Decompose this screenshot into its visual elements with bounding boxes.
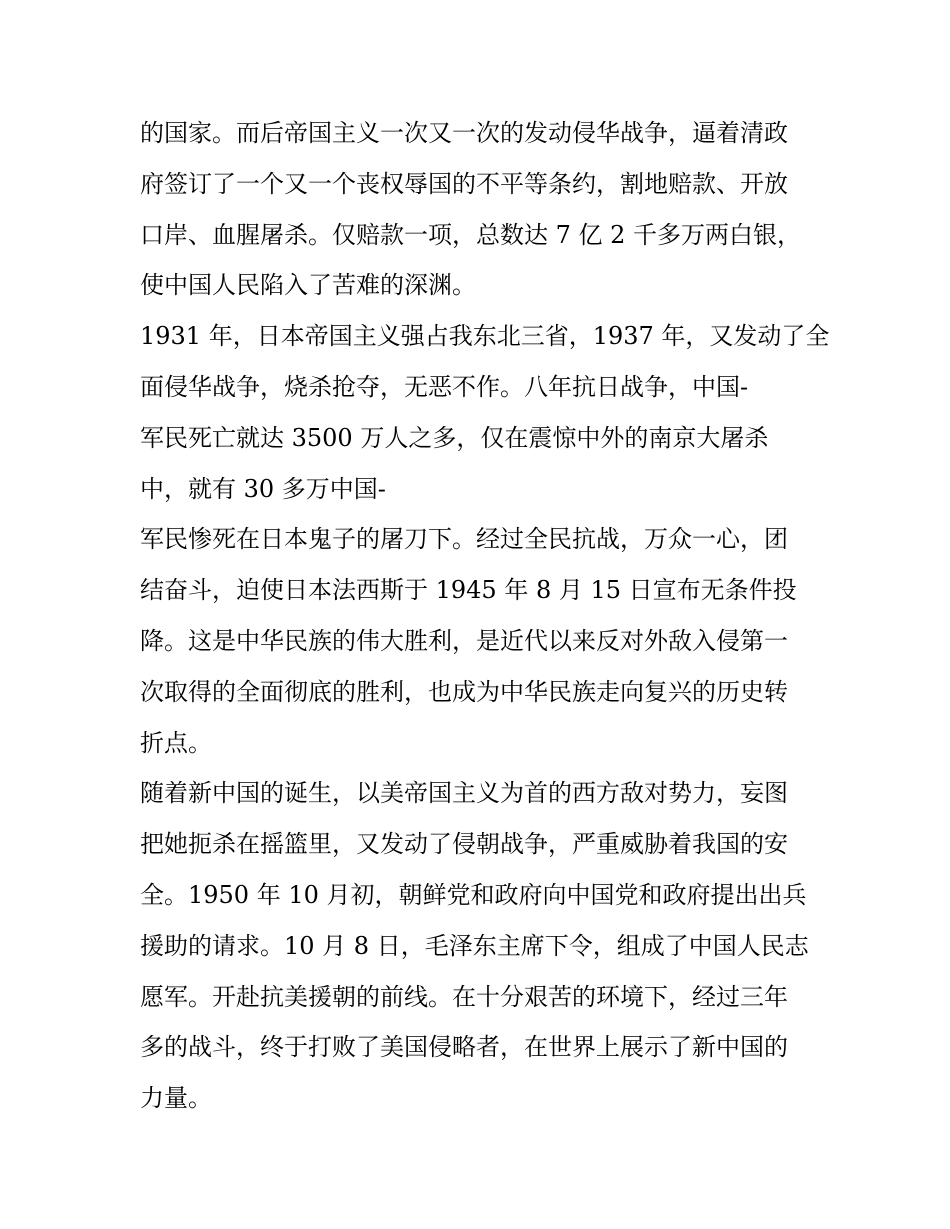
text-line: 随着新中国的诞生，以美帝国主义为首的西方敌对势力，妄图 <box>140 779 788 808</box>
text-line: 把她扼杀在摇篮里，又发动了侵朝战争，严重威胁着我国的安 <box>140 830 788 859</box>
text-line: 结奋斗，迫使日本法西斯于 1945 年 8 月 15 日宣布无条件投 <box>140 576 797 605</box>
text-line: 口岸、血腥屠杀。仅赔款一项，总数达 7 亿 2 千多万两白银， <box>140 220 802 249</box>
text-line: 的国家。而后帝国主义一次又一次的发动侵华战争，逼着清政 <box>140 119 788 147</box>
text-line: 多的战斗，终于打败了美国侵略者，在世界上展示了新中国的 <box>140 1033 788 1062</box>
text-line: 次取得的全面彻底的胜利，也成为中华民族走向复兴的历史转 <box>140 677 788 706</box>
text-line: 1931 年，日本帝国主义强占我东北三省，1937 年，又发动了全 <box>140 322 830 351</box>
text-line: 降。这是中华民族的伟大胜利，是近代以来反对外敌入侵第一 <box>140 626 788 655</box>
text-line: 援助的请求。10 月 8 日，毛泽东主席下令，组成了中国人民志 <box>140 931 809 960</box>
body-text <box>140 108 840 1124</box>
text-line: 军民死亡就达 3500 万人之多，仅在震惊中外的南京大屠杀 <box>140 423 769 452</box>
text-line: 折点。 <box>140 728 212 757</box>
text-line: 面侵华战争，烧杀抢夺，无恶不作。八年抗日战争，中国- <box>140 372 749 401</box>
text-line: 府签订了一个又一个丧权辱国的不平等条约，割地赔款、开放 <box>140 169 788 198</box>
text-line: 中，就有 30 多万中国- <box>140 474 386 503</box>
text-line: 力量。 <box>140 1084 212 1113</box>
text-line: 军民惨死在日本鬼子的屠刀下。经过全民抗战，万众一心，团 <box>140 525 788 554</box>
text-line: 全。1950 年 10 月初，朝鲜党和政府向中国党和政府提出出兵 <box>140 880 807 909</box>
text-line: 使中国人民陷入了苦难的深渊。 <box>140 271 476 300</box>
text-line: 愿军。开赴抗美援朝的前线。在十分艰苦的环境下，经过三年 <box>140 982 788 1011</box>
